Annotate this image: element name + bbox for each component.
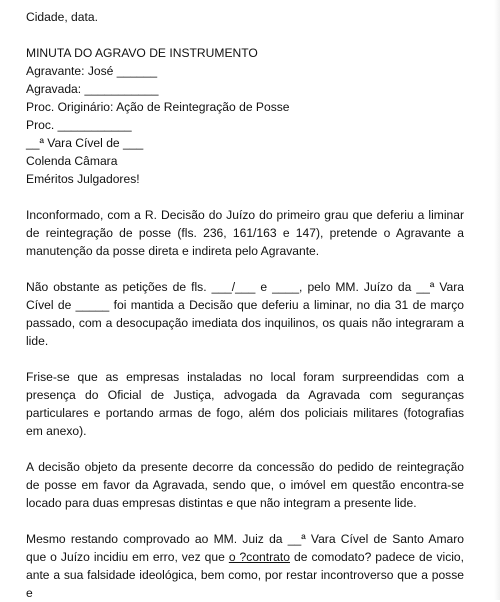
paragraph-5-end: de comodato? padece de vicio, ante a sua falsidade ideológica, bem como, por restar incontroverso que a posse e xyxy=(26,550,465,600)
paragraph-1: Inconformado, com a R. Decisão do Juízo do primeiro grau que deferiu a liminar de reintegração de posse (fls. 236, 161/163 e 147), pretende o Agravante a manutenção da posse direta e indireta pelo Agravante. xyxy=(26,208,464,258)
original-process-line: Proc. Originário: Ação de Reintegração de Posse xyxy=(26,100,290,114)
appellee-line: Agravada: ___________ xyxy=(26,82,159,96)
salutation-chamber: Colenda Câmara xyxy=(26,154,118,168)
blank-line xyxy=(26,26,464,44)
document-title: MINUTA DO AGRAVO DE INSTRUMENTO xyxy=(26,46,258,60)
underlined-contract-text: o ?contrato xyxy=(228,550,290,564)
paragraph-2: Não obstante as petições de fls. ___/___ e ____, pelo MM. Juízo da __ª Vara Cível de _____ foi mantida a Decisão que deferiu a liminar, no dia 31 de março passado, com a desocupação imediata dos inquilinos, os quais não integraram a lide. xyxy=(26,280,464,348)
blank-line xyxy=(26,188,464,206)
page-edge-shadow xyxy=(494,0,500,600)
salutation-judges: Eméritos Julgadores! xyxy=(26,172,140,186)
process-number-line: Proc. ___________ xyxy=(26,118,132,132)
court-line: __ª Vara Cível de ___ xyxy=(26,136,144,150)
document-header xyxy=(26,8,464,206)
place-date: Cidade, data. xyxy=(26,10,98,24)
appellant-line: Agravante: José ______ xyxy=(26,64,158,78)
paragraph-4: A decisão objeto da presente decorre da concessão do pedido de reintegração de posse em favor da Agravada, sendo que, o imóvel em questão encontra-se locado para duas empresas distintas e que não integram a presente lide. xyxy=(26,460,464,510)
paragraph-5 xyxy=(26,530,464,602)
paragraph-3: Frise-se que as empresas instaladas no local foram surpreendidas com a presença do Oficial de Justiça, advogada da Agravada com seguranças particulares e portando armas de fogo, além dos policiais militares (fotografias em anexo). xyxy=(26,370,464,438)
paragraph-5-start: Mesmo restando comprovado ao MM. Juiz da __ª Vara Cível de Santo Amaro que o Juízo incidiu em erro, vez que xyxy=(26,532,464,564)
